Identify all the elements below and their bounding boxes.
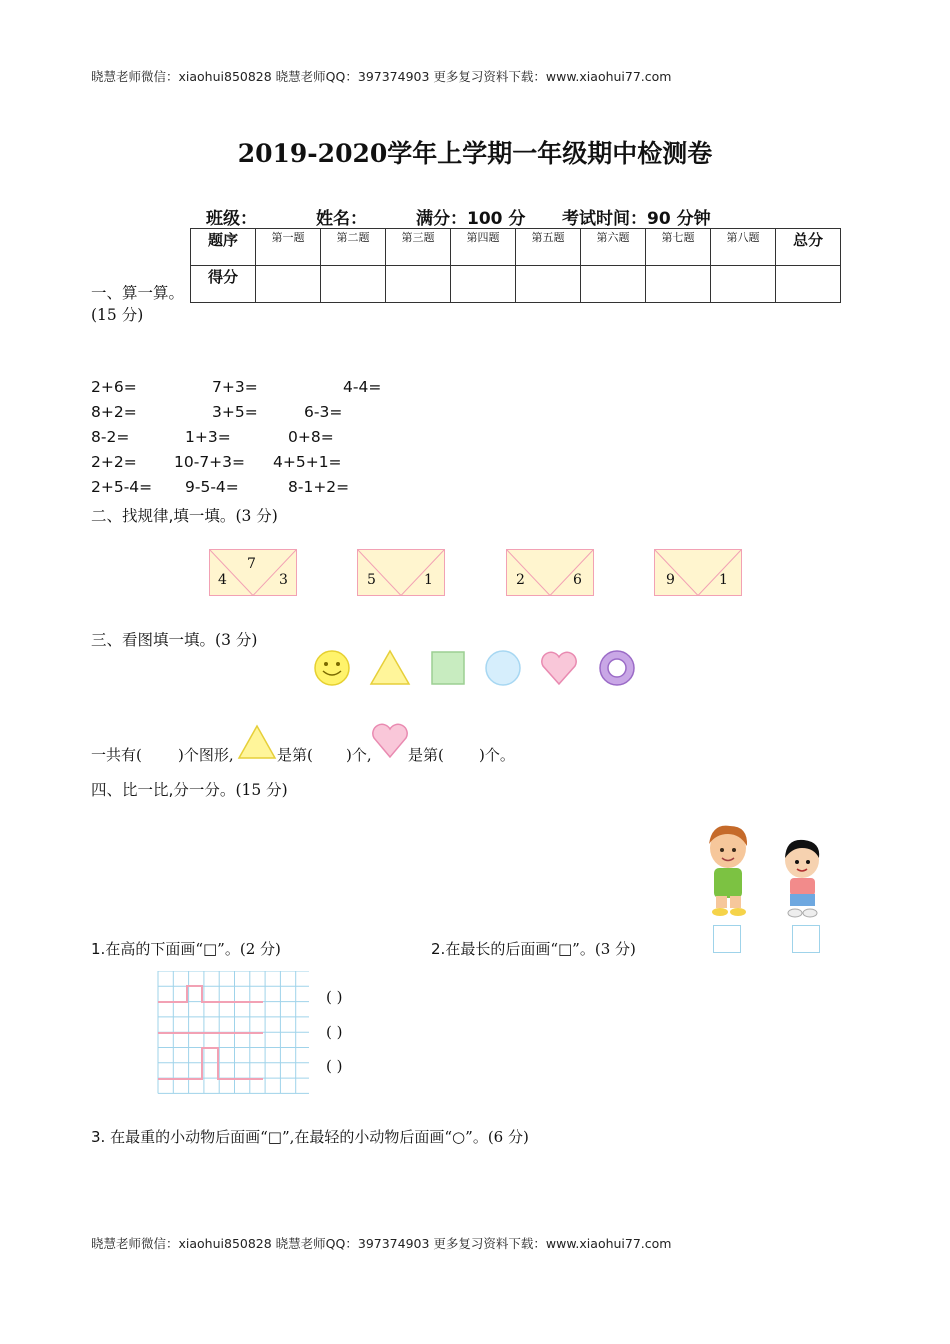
equation: 4+5+1=: [273, 453, 342, 471]
score-table-head: 得分: [191, 266, 256, 303]
section-1-title: 一、算一算。: [91, 284, 185, 302]
question-3: [91, 1126, 529, 1147]
equation: 6-3=: [304, 403, 343, 421]
page-header: 晓慧老师微信：xiaohui850828 晓慧老师QQ：397374903 更多复习资料下载：www.xiaohui77.com: [91, 69, 672, 84]
page-footer: 晓慧老师微信：xiaohui850828 晓慧老师QQ：397374903 更多复习资料下载：www.xiaohui77.com: [91, 1236, 672, 1251]
smiley-icon: [315, 651, 349, 685]
answer-paren-2[interactable]: ( ): [326, 1023, 343, 1041]
section-3-points: (3 分): [215, 631, 258, 649]
question-2-close: ”。: [572, 940, 595, 958]
equation: 8-2=: [91, 428, 130, 446]
score-input-cell[interactable]: [451, 266, 516, 303]
envelope-1: [209, 549, 297, 596]
question-1-mark: □: [202, 940, 218, 958]
question-1-label: 1.: [91, 940, 106, 958]
section-4-title-text: 四、比一比,分一分。: [91, 781, 236, 799]
score-input-cell[interactable]: [776, 266, 841, 303]
envelope-3: [506, 549, 594, 596]
section-3-text-e: 是第(: [408, 746, 444, 764]
answer-box-tall[interactable]: [713, 925, 741, 953]
heart-icon: [542, 652, 576, 684]
score-input-cell[interactable]: [256, 266, 321, 303]
question-3-mid: ”,在最轻的小动物后面画“○”。: [281, 1128, 488, 1146]
question-3-text: 在最重的小动物后面画“: [110, 1128, 268, 1146]
envelope-right-number: 1: [719, 572, 728, 588]
equation: 4-4=: [343, 378, 382, 396]
equation: 8+2=: [91, 403, 137, 421]
section-3-text-f: )个。: [479, 746, 515, 764]
section-4-points: (15 分): [235, 781, 288, 799]
equation: 9-5-4=: [185, 478, 239, 496]
tall-boy-icon: [700, 820, 758, 920]
question-2-points: (3 分): [594, 940, 636, 958]
shapes-row: [310, 646, 640, 690]
equation: 7+3=: [212, 378, 258, 396]
equation: 0+8=: [288, 428, 334, 446]
envelope-top-number: 7: [247, 556, 256, 572]
envelope-left-number: 2: [516, 572, 525, 588]
score-table-cell: 第七题: [646, 229, 711, 266]
envelope-2: [357, 549, 445, 596]
section-2-points: (3 分): [235, 507, 278, 525]
score-table-total: 总分: [776, 229, 841, 266]
equation: 8-1+2=: [288, 478, 350, 496]
score-table: [190, 228, 841, 303]
score-table-head: 题序: [191, 229, 256, 266]
section-3-text-a: 一共有(: [91, 746, 142, 764]
name-label: 姓名：: [316, 209, 367, 229]
equation: 3+5=: [212, 403, 258, 421]
question-2: [431, 938, 636, 959]
triangle-icon: [371, 651, 409, 684]
ring-icon: [600, 651, 634, 685]
score-input-cell[interactable]: [516, 266, 581, 303]
question-2-mark: □: [557, 940, 573, 958]
score-table-cell: 第一题: [256, 229, 321, 266]
section-2-title-text: 二、找规律,填一填。: [91, 507, 236, 525]
equation: 2+6=: [91, 378, 137, 396]
question-3-points: (6 分): [487, 1128, 529, 1146]
score-input-cell[interactable]: [386, 266, 451, 303]
score-table-cell: 第三题: [386, 229, 451, 266]
score-table-cell: 第五题: [516, 229, 581, 266]
section-1-points: (15 分): [91, 306, 144, 324]
question-3-label: 3.: [91, 1128, 111, 1146]
question-1-close: ”。: [217, 940, 240, 958]
class-label: 班级：: [206, 209, 257, 229]
envelope-right-number: 1: [424, 572, 433, 588]
answer-box-short[interactable]: [792, 925, 820, 953]
envelope-left-number: 4: [218, 572, 227, 588]
score-input-cell[interactable]: [321, 266, 386, 303]
score-table-cell: 第四题: [451, 229, 516, 266]
page-title: 2019-2020学年上学期一年级期中检测卷: [237, 139, 713, 168]
answer-paren-3[interactable]: ( ): [326, 1057, 343, 1075]
section-3-title-text: 三、看图填一填。: [91, 631, 216, 649]
question-2-text: 在最长的后面画“: [445, 940, 558, 958]
score-table-row: [191, 266, 841, 303]
full-score-label: 满分：100 分: [416, 209, 526, 229]
score-input-cell[interactable]: [711, 266, 776, 303]
section-3-text-c: 是第(: [277, 746, 313, 764]
score-table-row: [191, 229, 841, 266]
score-table-cell: 第二题: [321, 229, 386, 266]
heart-icon: [372, 721, 408, 759]
envelope-4: [654, 549, 742, 596]
equation: 10-7+3=: [174, 453, 246, 471]
equation: 2+2=: [91, 453, 137, 471]
question-2-label: 2.: [431, 940, 446, 958]
envelope-right-number: 3: [279, 572, 288, 588]
question-3-mark: □: [267, 1128, 282, 1146]
equation: 1+3=: [185, 428, 231, 446]
score-input-cell[interactable]: [581, 266, 646, 303]
envelope-left-number: 9: [666, 572, 675, 588]
envelope-left-number: 5: [367, 572, 376, 588]
section-3-text-d: )个,: [346, 746, 372, 764]
section-3-text-b: )个图形,: [178, 746, 234, 764]
score-table-cell: 第八题: [711, 229, 776, 266]
score-input-cell[interactable]: [646, 266, 711, 303]
answer-paren-1[interactable]: ( ): [326, 988, 343, 1006]
question-1-text: 在高的下面画“: [105, 940, 203, 958]
section-2-title: [91, 504, 278, 526]
triangle-icon: [237, 724, 277, 760]
section-4-title: [91, 778, 288, 800]
section-3-title: [91, 628, 257, 650]
exam-time-label: 考试时间：90 分钟: [562, 209, 711, 229]
short-boy-icon: [778, 836, 828, 920]
line-grid: [157, 971, 309, 1095]
question-1-points: (2 分): [239, 940, 281, 958]
score-table-cell: 第六题: [581, 229, 646, 266]
envelope-right-number: 6: [573, 572, 582, 588]
equation: 2+5-4=: [91, 478, 153, 496]
square-icon: [432, 652, 464, 684]
question-1: [91, 938, 281, 959]
circle-icon: [486, 651, 520, 685]
